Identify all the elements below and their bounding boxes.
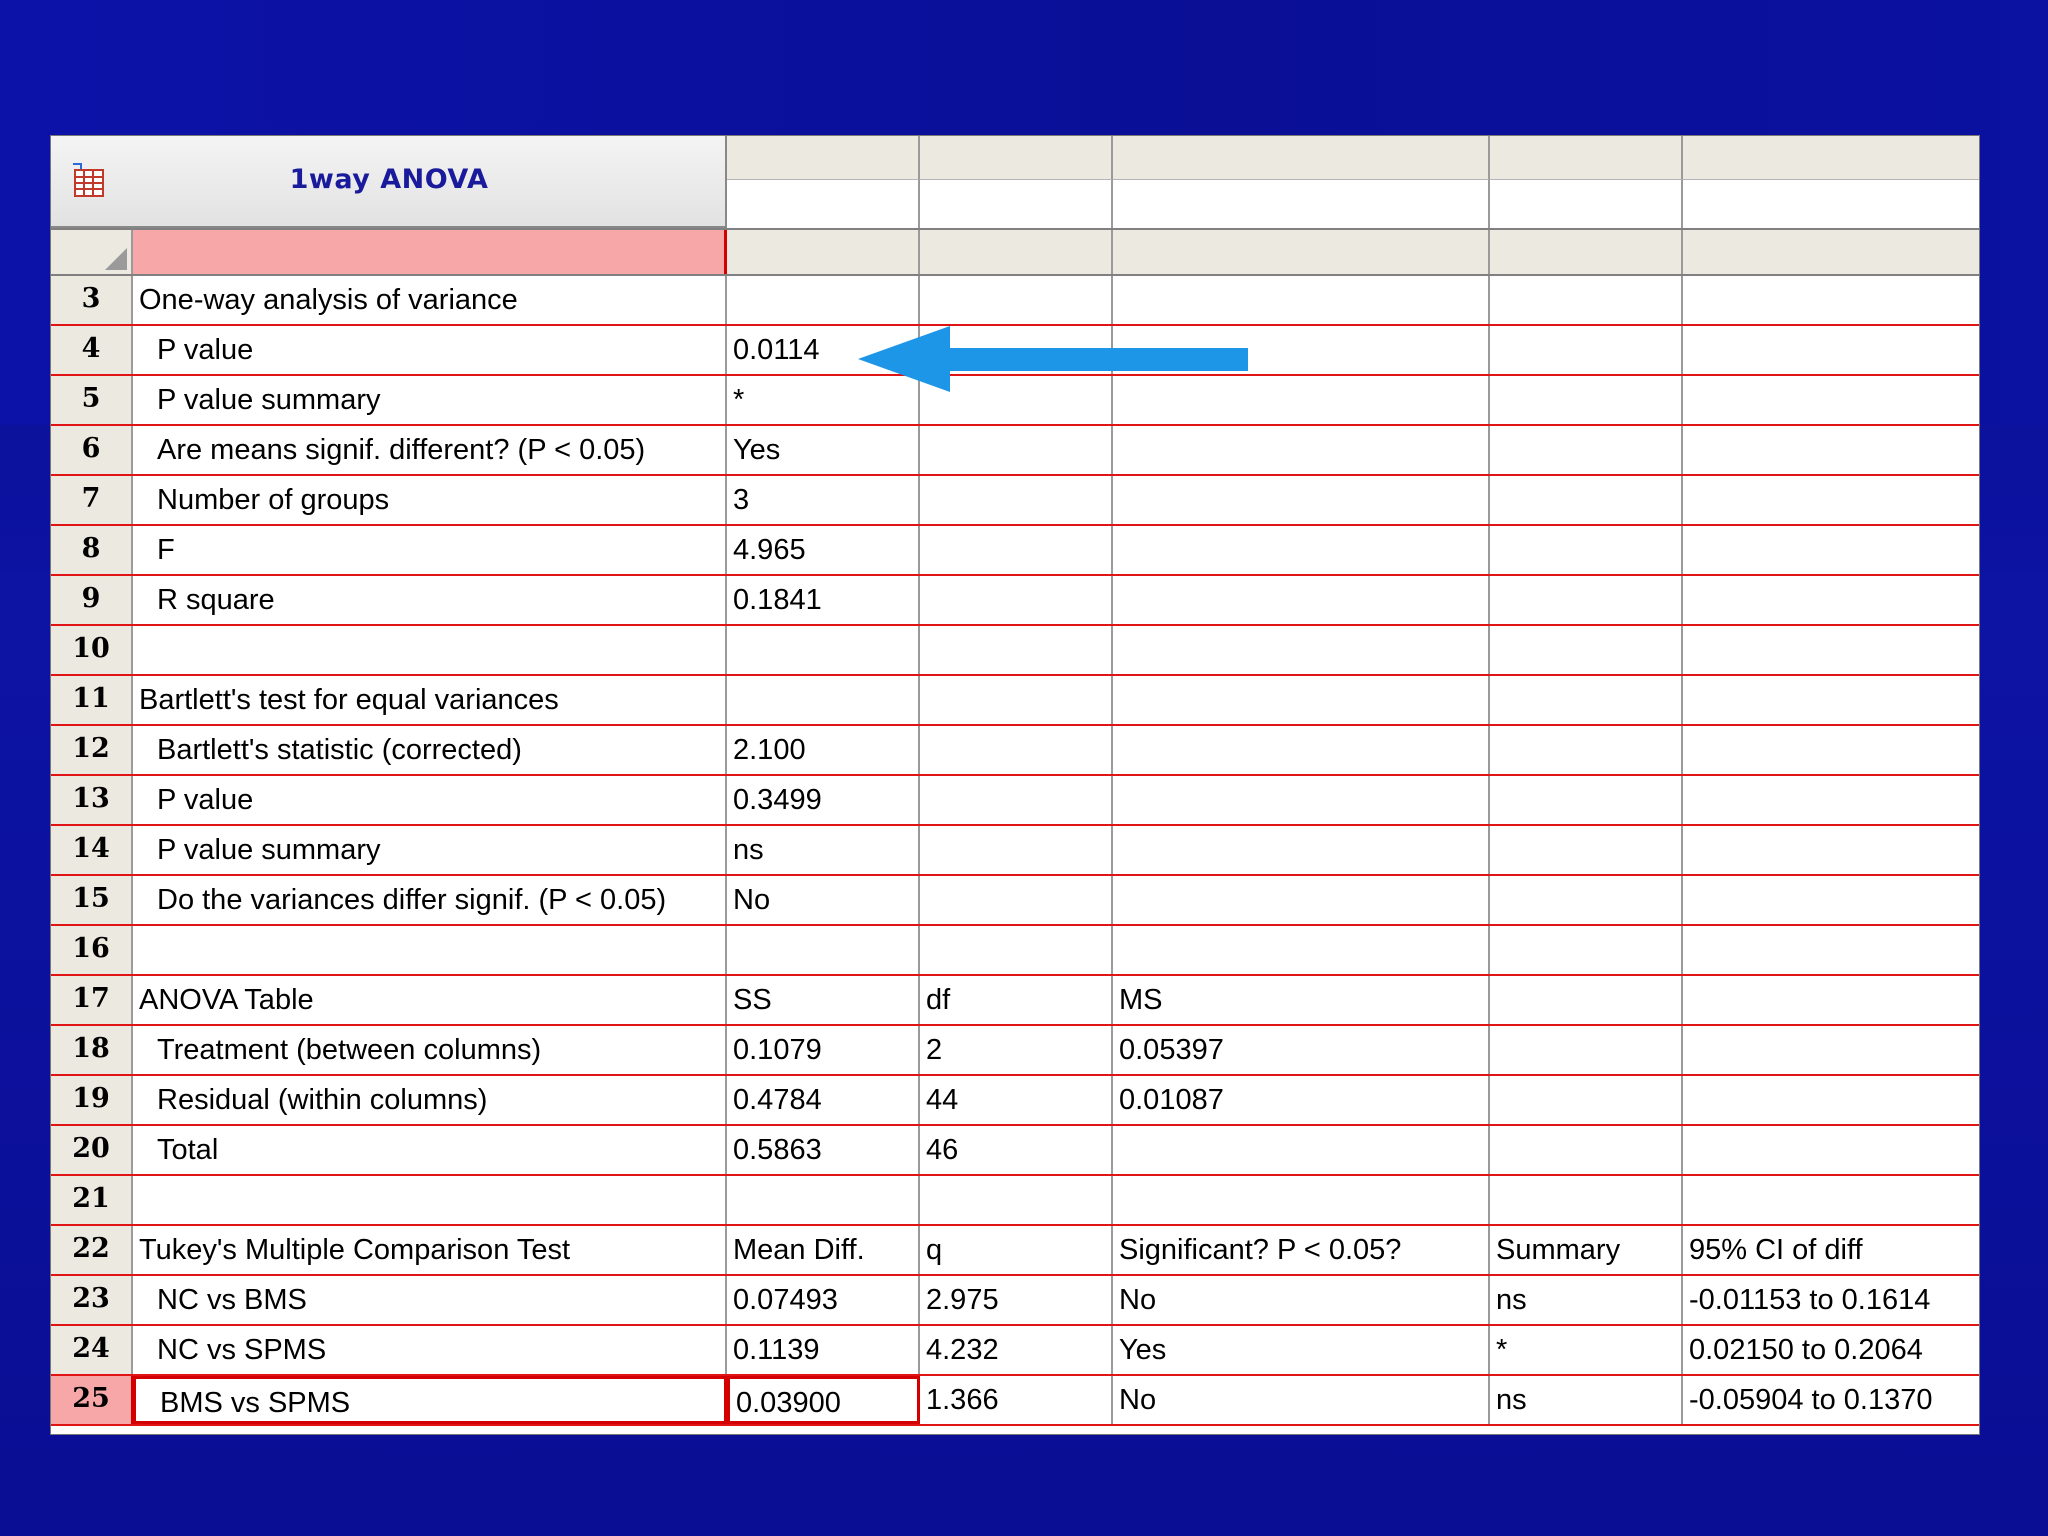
data-cell[interactable]	[1683, 1176, 1979, 1224]
data-cell[interactable]	[920, 476, 1113, 524]
row-number[interactable]: 6	[51, 426, 133, 474]
column-title-cell-3[interactable]	[1113, 180, 1490, 228]
data-cell[interactable]	[727, 676, 920, 724]
data-cell[interactable]	[1490, 626, 1683, 674]
table-row	[51, 826, 1979, 876]
row-title-cell[interactable]: Total	[133, 1126, 727, 1174]
data-cell[interactable]: 2.100	[727, 726, 920, 774]
column-header-2[interactable]	[920, 136, 1113, 180]
data-cell[interactable]	[1490, 376, 1683, 424]
data-cell[interactable]	[1683, 576, 1979, 624]
data-cell[interactable]	[1113, 826, 1490, 874]
data-cell[interactable]	[1490, 426, 1683, 474]
row-number[interactable]: 12	[51, 726, 133, 774]
column-title-cell-5[interactable]	[1683, 180, 1979, 228]
column-header-3[interactable]	[1113, 136, 1490, 180]
data-cell[interactable]	[1490, 976, 1683, 1024]
data-cell[interactable]	[1113, 676, 1490, 724]
data-cell[interactable]: 0.1841	[727, 576, 920, 624]
row-title-cell[interactable]: One-way analysis of variance	[133, 276, 727, 324]
left-arrow-icon	[858, 326, 1248, 392]
data-cell[interactable]	[1683, 876, 1979, 924]
data-cell[interactable]: 0.3499	[727, 776, 920, 824]
table-row	[51, 926, 1979, 976]
row-number[interactable]: 9	[51, 576, 133, 624]
row-number[interactable]: 24	[51, 1326, 133, 1374]
row-title-cell[interactable]	[133, 626, 727, 674]
table-row	[51, 876, 1979, 926]
row-number[interactable]: 7	[51, 476, 133, 524]
data-cell[interactable]	[1490, 1076, 1683, 1124]
data-cell[interactable]: 0.07493	[727, 1276, 920, 1324]
data-cell[interactable]	[1113, 726, 1490, 774]
row-title-cell[interactable]: P value summary	[133, 826, 727, 874]
column-header-4[interactable]	[1490, 136, 1683, 180]
row-number[interactable]: 16	[51, 926, 133, 974]
data-cell[interactable]	[1490, 826, 1683, 874]
data-cell[interactable]: No	[1113, 1376, 1490, 1424]
data-cell[interactable]: df	[920, 976, 1113, 1024]
sheet-tab[interactable]	[51, 136, 727, 228]
data-cell[interactable]: 95% CI of diff	[1689, 1234, 1863, 1266]
data-cell[interactable]: SS	[727, 976, 920, 1024]
data-cell[interactable]	[1490, 526, 1683, 574]
table-row	[51, 1026, 1979, 1076]
data-cell[interactable]	[920, 1176, 1113, 1224]
table-row	[51, 1076, 1979, 1126]
data-cell[interactable]	[1683, 926, 1979, 974]
data-cell[interactable]	[1490, 876, 1683, 924]
data-cell[interactable]	[1683, 626, 1979, 674]
table-row	[51, 1126, 1979, 1176]
row-title-cell[interactable]: P value	[133, 776, 727, 824]
data-cell[interactable]: No	[727, 876, 920, 924]
data-cell[interactable]	[1490, 326, 1683, 374]
data-cell[interactable]: Significant? P < 0.05?	[1113, 1226, 1490, 1274]
data-cell[interactable]	[1683, 526, 1979, 574]
table-row	[51, 1226, 1979, 1276]
table-row	[51, 676, 1979, 726]
data-cell[interactable]	[1683, 376, 1979, 424]
data-cell[interactable]	[920, 826, 1113, 874]
data-cell[interactable]: 4.232	[920, 1326, 1113, 1374]
table-row	[51, 626, 1979, 676]
row-number[interactable]: 17	[51, 976, 133, 1024]
table-row	[51, 276, 1979, 326]
data-cell[interactable]	[1683, 476, 1979, 524]
data-cell[interactable]	[1683, 426, 1979, 474]
data-cell[interactable]: 0.02150 to 0.2064	[1689, 1334, 1923, 1366]
data-cell[interactable]: Yes	[727, 426, 920, 474]
data-cell[interactable]	[1490, 776, 1683, 824]
row-number[interactable]: 25	[51, 1376, 133, 1424]
data-cell[interactable]	[920, 726, 1113, 774]
row-number[interactable]: 14	[51, 826, 133, 874]
data-cell[interactable]	[920, 776, 1113, 824]
data-cell[interactable]	[1490, 1026, 1683, 1074]
table-row	[51, 476, 1979, 526]
row-number[interactable]: 8	[51, 526, 133, 574]
row-number[interactable]: 21	[51, 1176, 133, 1224]
data-cell[interactable]	[1113, 876, 1490, 924]
header-cell-3[interactable]	[1113, 230, 1490, 274]
data-cell[interactable]	[1113, 626, 1490, 674]
data-cell[interactable]	[1113, 526, 1490, 574]
row-title-column-header[interactable]	[133, 230, 727, 274]
data-cell[interactable]	[920, 526, 1113, 574]
row-number[interactable]: 4	[51, 326, 133, 374]
table-row	[51, 576, 1979, 626]
data-cell[interactable]	[727, 1176, 920, 1224]
data-cell[interactable]: MS	[1113, 976, 1490, 1024]
row-number[interactable]: 23	[51, 1276, 133, 1324]
data-cell[interactable]: 44	[920, 1076, 1113, 1124]
data-cell[interactable]	[1683, 1076, 1979, 1124]
data-cell[interactable]	[1683, 1126, 1979, 1174]
data-cell[interactable]: -0.05904 to 0.1370	[1689, 1384, 1933, 1416]
data-cell[interactable]	[1490, 1176, 1683, 1224]
data-cell[interactable]	[1113, 1126, 1490, 1174]
row-title-cell[interactable]: BMS vs SPMS	[133, 1376, 727, 1424]
row-title-cell[interactable]: ANOVA Table	[133, 976, 727, 1024]
data-cell[interactable]	[920, 576, 1113, 624]
data-cell[interactable]	[1113, 426, 1490, 474]
data-cell[interactable]: Yes	[1113, 1326, 1490, 1374]
data-cell[interactable]	[1683, 1026, 1979, 1074]
data-cell[interactable]	[1490, 676, 1683, 724]
data-cell[interactable]	[1490, 926, 1683, 974]
column-title-cell-4[interactable]	[1490, 180, 1683, 228]
data-cell[interactable]: 0.1139	[727, 1326, 920, 1374]
row-title-cell[interactable]: Number of groups	[133, 476, 727, 524]
data-cell[interactable]: *	[727, 376, 920, 424]
results-table	[51, 276, 1979, 1426]
data-cell[interactable]: q	[920, 1226, 1113, 1274]
table-row	[51, 726, 1979, 776]
row-title-cell[interactable]	[133, 1176, 727, 1224]
data-cell[interactable]	[1490, 576, 1683, 624]
data-cell[interactable]	[1113, 276, 1490, 324]
data-cell[interactable]: ns	[727, 826, 920, 874]
data-cell[interactable]	[1683, 726, 1979, 774]
data-cell[interactable]: 1.366	[920, 1376, 1113, 1424]
data-cell[interactable]	[1683, 326, 1979, 374]
row-number[interactable]: 11	[51, 676, 133, 724]
data-cell[interactable]	[1113, 1176, 1490, 1224]
row-number[interactable]: 19	[51, 1076, 133, 1124]
data-cell[interactable]	[1113, 576, 1490, 624]
data-cell[interactable]	[920, 876, 1113, 924]
table-row	[51, 426, 1979, 476]
data-cell[interactable]	[1490, 276, 1683, 324]
header-cell-4[interactable]	[1490, 230, 1683, 274]
data-cell[interactable]	[1490, 1126, 1683, 1174]
data-cell[interactable]: 2	[920, 1026, 1113, 1074]
table-row	[51, 976, 1979, 1026]
table-row	[51, 1276, 1979, 1326]
data-cell[interactable]: 2.975	[920, 1276, 1113, 1324]
data-cell[interactable]: 0.03900	[727, 1376, 920, 1424]
data-cell[interactable]: 0.01087	[1113, 1076, 1490, 1124]
data-cell[interactable]: 0.4784	[727, 1076, 920, 1124]
table-row	[51, 1176, 1979, 1226]
data-cell[interactable]: Summary	[1490, 1226, 1683, 1274]
column-header-1[interactable]	[727, 136, 920, 180]
data-cell[interactable]	[1683, 276, 1979, 324]
data-cell[interactable]: 0.5863	[727, 1126, 920, 1174]
header-cell-1[interactable]	[727, 230, 920, 274]
row-title-cell[interactable]: F	[133, 526, 727, 574]
row-title-cell[interactable]: Tukey's Multiple Comparison Test	[133, 1226, 727, 1274]
data-cell[interactable]	[920, 676, 1113, 724]
row-number[interactable]: 18	[51, 1026, 133, 1074]
data-cell[interactable]	[920, 626, 1113, 674]
data-cell[interactable]	[1683, 826, 1979, 874]
select-all-corner[interactable]	[51, 230, 133, 274]
data-cell[interactable]: 0.0114	[727, 326, 920, 374]
row-title-cell[interactable]: Are means signif. different? (P < 0.05)	[133, 426, 727, 474]
table-row	[51, 1326, 1979, 1376]
row-number[interactable]: 10	[51, 626, 133, 674]
data-cell[interactable]	[920, 276, 1113, 324]
data-cell[interactable]	[920, 926, 1113, 974]
row-title-cell[interactable]: Treatment (between columns)	[133, 1026, 727, 1074]
table-row	[51, 1376, 1979, 1426]
row-title-cell[interactable]: P value	[133, 326, 727, 374]
row-title-cell[interactable]: NC vs BMS	[133, 1276, 727, 1324]
row-title-cell[interactable]: Do the variances differ signif. (P < 0.05)	[133, 876, 727, 924]
header-cell-2[interactable]	[920, 230, 1113, 274]
data-cell[interactable]	[727, 626, 920, 674]
row-title-cell[interactable]: P value summary	[133, 376, 727, 424]
data-cell[interactable]	[1683, 776, 1979, 824]
row-number[interactable]: 22	[51, 1226, 133, 1274]
data-cell[interactable]: 3	[727, 476, 920, 524]
row-number[interactable]: 15	[51, 876, 133, 924]
table-row	[51, 776, 1979, 826]
table-row	[51, 526, 1979, 576]
corner-triangle-icon	[105, 248, 127, 270]
data-cell[interactable]	[1683, 676, 1979, 724]
data-cell[interactable]	[727, 276, 920, 324]
data-cell[interactable]: -0.01153 to 0.1614	[1689, 1284, 1931, 1316]
row-title-cell[interactable]: NC vs SPMS	[133, 1326, 727, 1374]
row-title-cell[interactable]: Bartlett's statistic (corrected)	[133, 726, 727, 774]
column-header-5[interactable]	[1683, 136, 1979, 180]
row-number[interactable]: 20	[51, 1126, 133, 1174]
data-cell[interactable]: ns	[1490, 1376, 1683, 1424]
data-cell[interactable]	[1683, 976, 1979, 1024]
row-number[interactable]: 13	[51, 776, 133, 824]
header-cell-5[interactable]	[1683, 230, 1979, 274]
row-title-cell[interactable]: R square	[133, 576, 727, 624]
row-title-cell[interactable]: Residual (within columns)	[133, 1076, 727, 1124]
row-number[interactable]: 3	[51, 276, 133, 324]
data-cell[interactable]: No	[1113, 1276, 1490, 1324]
column-title-cell-1[interactable]	[727, 180, 920, 228]
data-cell[interactable]: 46	[920, 1126, 1113, 1174]
data-cell[interactable]: *	[1490, 1326, 1683, 1374]
data-cell[interactable]	[1113, 476, 1490, 524]
sheet-title: 1way ANOVA	[289, 164, 489, 195]
data-cell[interactable]	[920, 426, 1113, 474]
data-cell[interactable]	[1490, 476, 1683, 524]
data-cell[interactable]: 4.965	[727, 526, 920, 574]
row-title-cell[interactable]	[133, 926, 727, 974]
column-title-cell-2[interactable]	[920, 180, 1113, 228]
data-cell[interactable]	[1490, 726, 1683, 774]
column-header-row	[51, 228, 1979, 276]
row-title-cell[interactable]: Bartlett's test for equal variances	[133, 676, 727, 724]
data-cell[interactable]: 0.1079	[727, 1026, 920, 1074]
data-cell[interactable]	[727, 926, 920, 974]
row-number[interactable]: 5	[51, 376, 133, 424]
data-cell[interactable]: 0.05397	[1113, 1026, 1490, 1074]
data-cell[interactable]	[1113, 776, 1490, 824]
data-cell[interactable]: Mean Diff.	[727, 1226, 920, 1274]
data-cell[interactable]	[1113, 926, 1490, 974]
data-cell[interactable]: ns	[1490, 1276, 1683, 1324]
